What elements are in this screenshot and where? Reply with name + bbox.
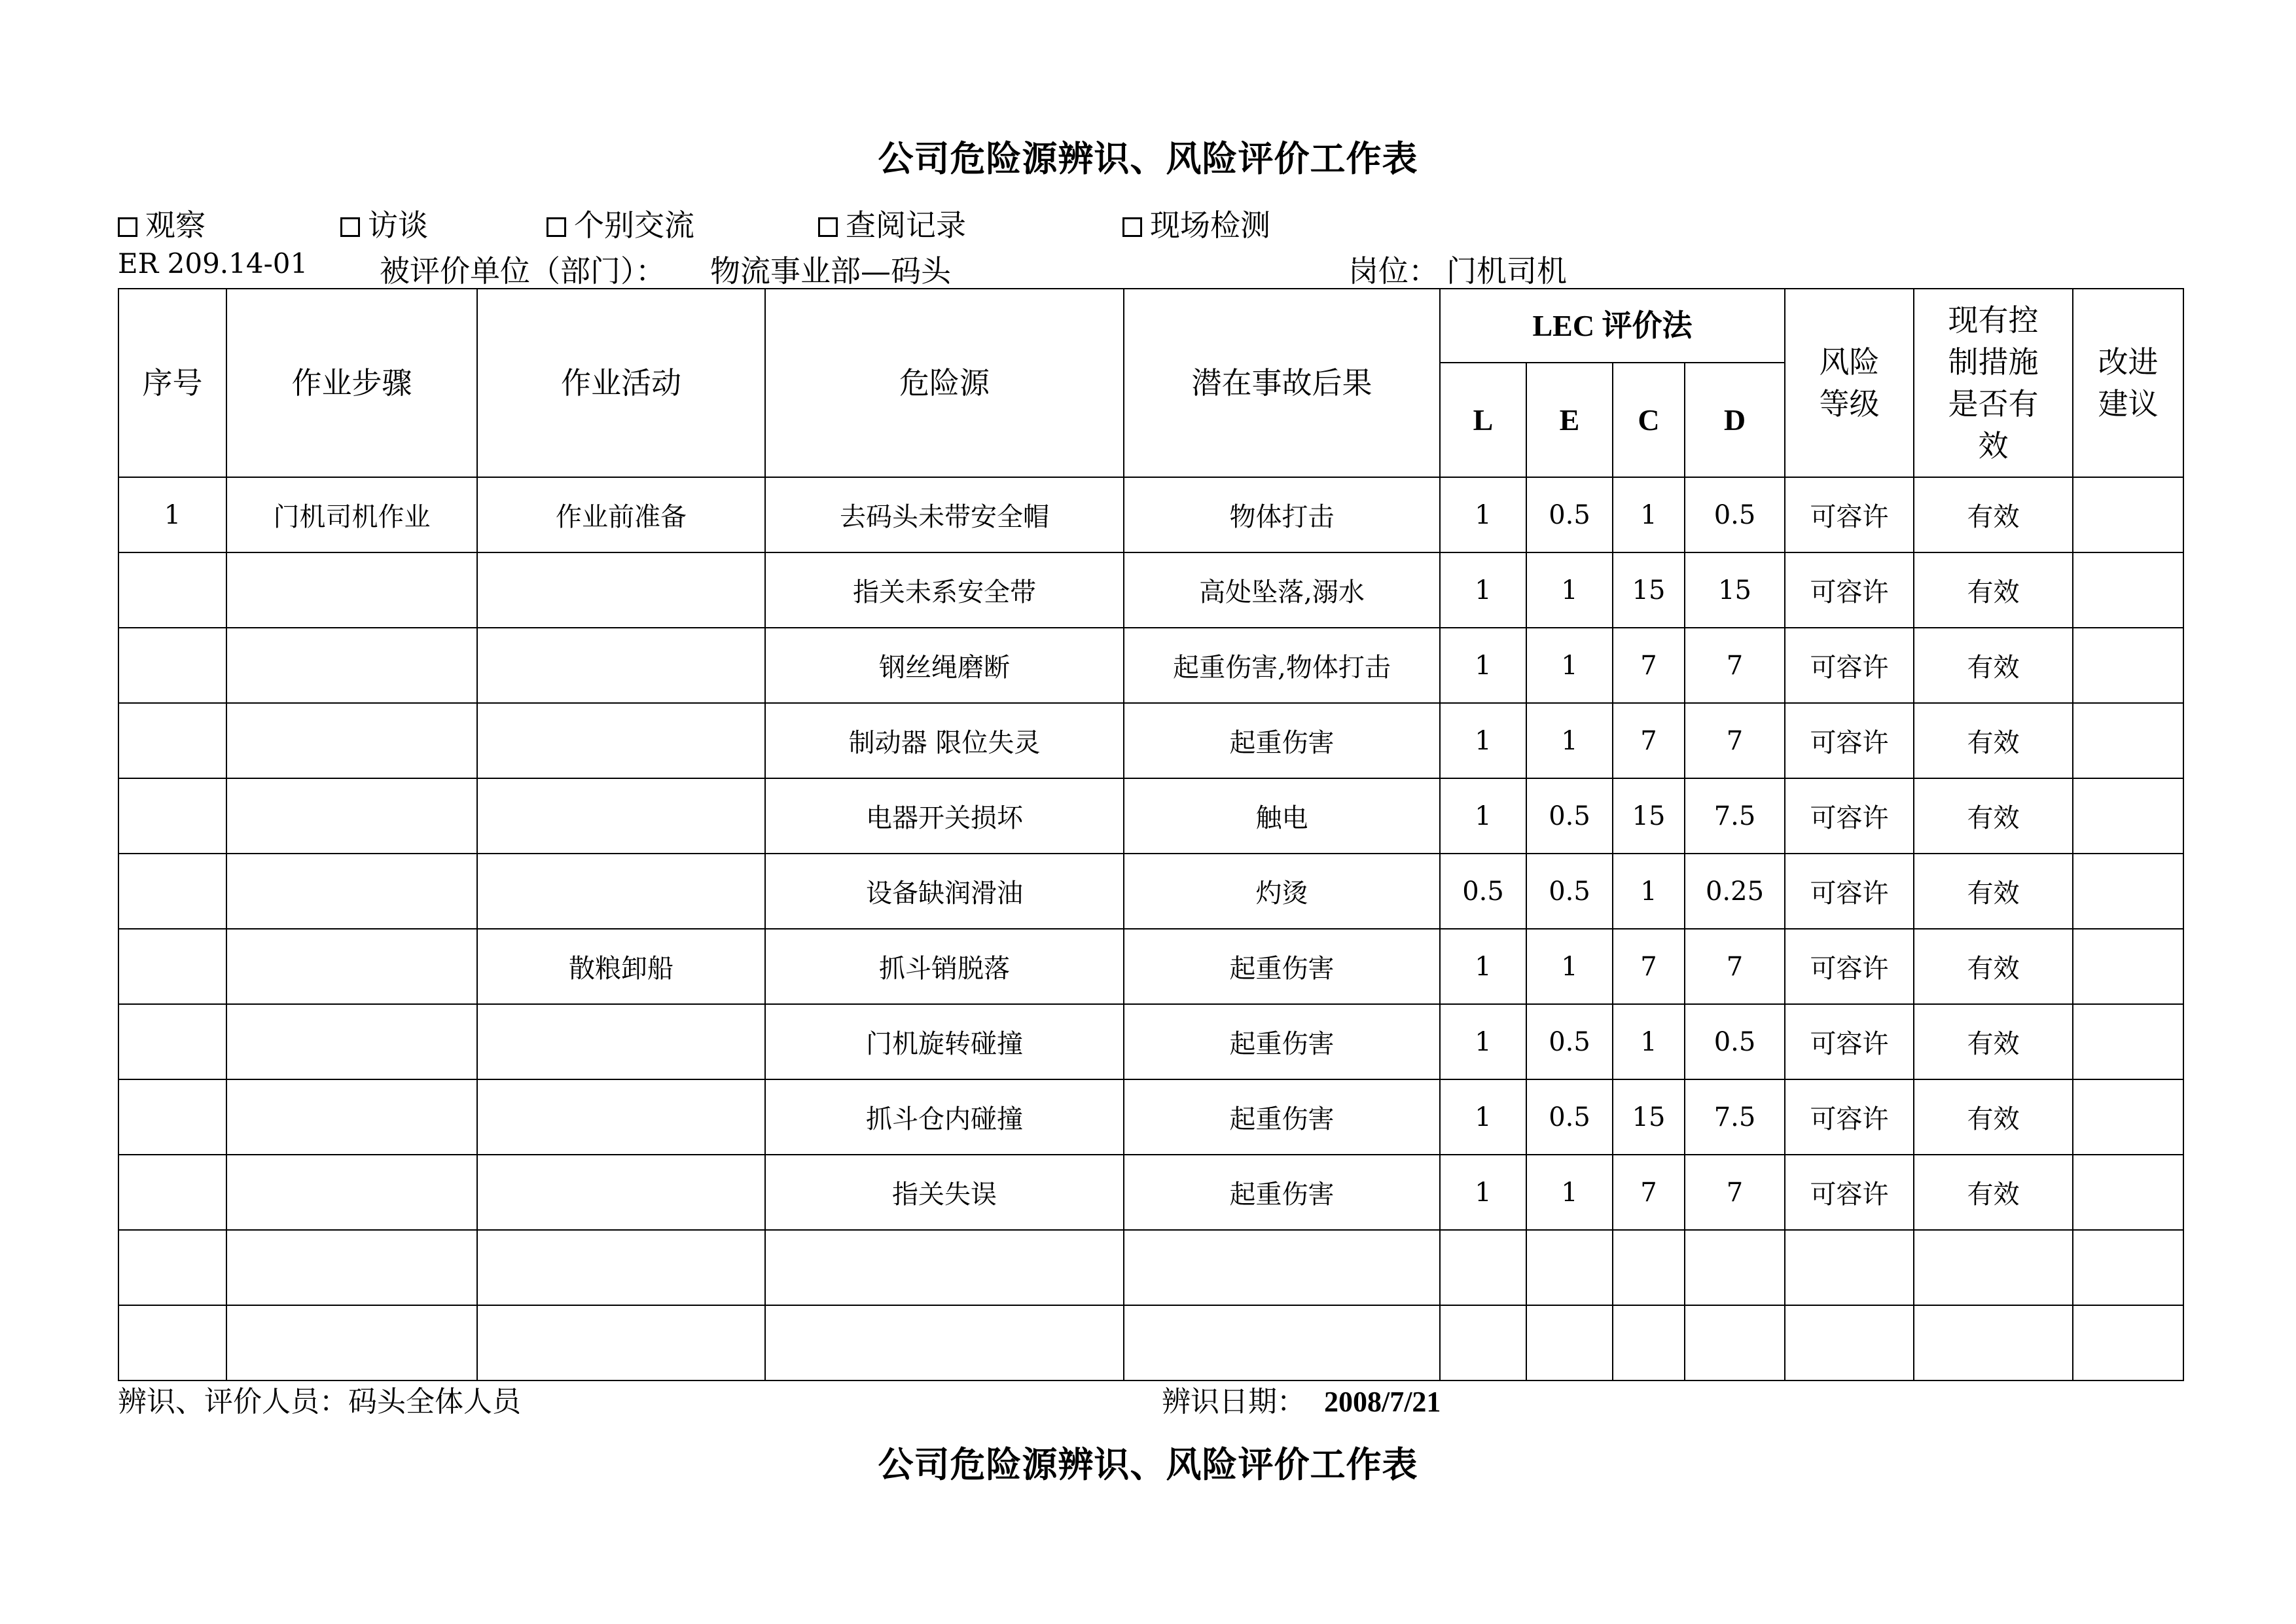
table-row [118, 1305, 2183, 1380]
cell-step [226, 703, 477, 778]
cell-seq [118, 929, 226, 1004]
cell-consequence: 起重伤害 [1124, 929, 1440, 1004]
cell-l [1440, 1305, 1526, 1380]
cell-e: 1 [1526, 552, 1613, 628]
cell-d: 0.5 [1685, 1004, 1785, 1079]
cell-hazard: 设备缺润滑油 [765, 854, 1124, 929]
cell-seq [118, 778, 226, 854]
header-l: L [1440, 363, 1526, 477]
cell-suggestion [2073, 1155, 2183, 1230]
assessment-date [1162, 1378, 1441, 1420]
header-d: D [1685, 363, 1785, 477]
header-activity: 作业活动 [477, 289, 765, 477]
table-row [118, 1155, 2183, 1230]
cell-consequence: 物体打击 [1124, 477, 1440, 552]
cell-hazard: 电器开关损坏 [765, 778, 1124, 854]
header-lec: LEC 评价法 [1440, 289, 1785, 363]
cell-risk: 可容许 [1785, 778, 1914, 854]
cell-effective: 有效 [1914, 778, 2073, 854]
cell-step: 门机司机作业 [226, 477, 477, 552]
cell-l: 1 [1440, 929, 1526, 1004]
cell-suggestion [2073, 854, 2183, 929]
cell-c [1613, 1230, 1685, 1305]
cell-consequence: 起重伤害 [1124, 703, 1440, 778]
cell-risk: 可容许 [1785, 552, 1914, 628]
cell-suggestion [2073, 1230, 2183, 1305]
cell-effective: 有效 [1914, 552, 2073, 628]
cell-step [226, 778, 477, 854]
cell-c: 7 [1613, 628, 1685, 703]
header-risk-level: 风险等级 [1785, 289, 1914, 477]
method-label: 访谈 [368, 208, 428, 243]
cell-c: 7 [1613, 703, 1685, 778]
post-label: 岗位： [1348, 253, 1439, 289]
cell-suggestion [2073, 628, 2183, 703]
cell-seq [118, 1305, 226, 1380]
cell-e [1526, 1230, 1613, 1305]
cell-suggestion [2073, 477, 2183, 552]
table-row [118, 552, 2183, 628]
cell-c: 1 [1613, 854, 1685, 929]
cell-suggestion [2073, 552, 2183, 628]
assessor [118, 1378, 521, 1420]
header-consequence: 潜在事故后果 [1124, 289, 1440, 477]
cell-risk: 可容许 [1785, 1004, 1914, 1079]
cell-seq [118, 703, 226, 778]
table-row [118, 778, 2183, 854]
cell-l: 1 [1440, 703, 1526, 778]
cell-consequence [1124, 1230, 1440, 1305]
cell-c: 15 [1613, 778, 1685, 854]
cell-suggestion [2073, 1004, 2183, 1079]
cell-risk: 可容许 [1785, 854, 1914, 929]
assessor-label: 辨识、评价人员： [118, 1385, 348, 1418]
cell-l: 1 [1440, 628, 1526, 703]
cell-d: 7 [1685, 929, 1785, 1004]
checkbox-icon[interactable] [118, 217, 137, 237]
cell-step [226, 552, 477, 628]
cell-seq [118, 1004, 226, 1079]
cell-suggestion [2073, 1305, 2183, 1380]
cell-d [1685, 1305, 1785, 1380]
cell-l: 1 [1440, 1004, 1526, 1079]
table-row [118, 477, 2183, 552]
table-row [118, 1004, 2183, 1079]
cell-effective: 有效 [1914, 477, 2073, 552]
cell-step [226, 1305, 477, 1380]
cell-effective: 有效 [1914, 628, 2073, 703]
cell-c: 15 [1613, 1079, 1685, 1155]
cell-e: 0.5 [1526, 1079, 1613, 1155]
method-option-individual-talk[interactable] [547, 202, 694, 245]
cell-e: 0.5 [1526, 1004, 1613, 1079]
cell-c: 1 [1613, 1004, 1685, 1079]
cell-step [226, 1155, 477, 1230]
cell-l: 1 [1440, 778, 1526, 854]
cell-effective [1914, 1230, 2073, 1305]
method-label: 观察 [145, 208, 206, 243]
cell-effective: 有效 [1914, 1079, 2073, 1155]
method-option-onsite-check[interactable] [1122, 202, 1270, 245]
table-row [118, 628, 2183, 703]
table-row [118, 1230, 2183, 1305]
cell-seq [118, 628, 226, 703]
cell-c: 7 [1613, 929, 1685, 1004]
cell-d: 7.5 [1685, 1079, 1785, 1155]
cell-effective: 有效 [1914, 703, 2073, 778]
cell-hazard: 抓斗销脱落 [765, 929, 1124, 1004]
cell-c: 1 [1613, 477, 1685, 552]
assessor-value: 码头全体人员 [348, 1385, 521, 1418]
cell-hazard [765, 1305, 1124, 1380]
method-option-records[interactable] [818, 202, 966, 245]
cell-effective: 有效 [1914, 854, 2073, 929]
method-label: 个别交流 [574, 208, 694, 243]
cell-activity [477, 1155, 765, 1230]
cell-effective: 有效 [1914, 929, 2073, 1004]
cell-step [226, 929, 477, 1004]
method-option-interview[interactable] [340, 202, 428, 245]
cell-e: 1 [1526, 628, 1613, 703]
cell-suggestion [2073, 929, 2183, 1004]
cell-d [1685, 1230, 1785, 1305]
cell-d: 7 [1685, 628, 1785, 703]
checkbox-icon[interactable] [340, 217, 360, 237]
cell-step [226, 854, 477, 929]
table-body [118, 477, 2183, 1380]
cell-step [226, 1230, 477, 1305]
cell-consequence: 起重伤害 [1124, 1079, 1440, 1155]
cell-consequence [1124, 1305, 1440, 1380]
cell-suggestion [2073, 1079, 2183, 1155]
cell-risk: 可容许 [1785, 1079, 1914, 1155]
cell-l: 1 [1440, 477, 1526, 552]
cell-risk: 可容许 [1785, 628, 1914, 703]
form-code: ER 209.14-01 [118, 247, 308, 280]
table-row [118, 703, 2183, 778]
cell-hazard [765, 1230, 1124, 1305]
cell-c [1613, 1305, 1685, 1380]
checkbox-icon[interactable] [818, 217, 838, 237]
cell-risk: 可容许 [1785, 929, 1914, 1004]
method-label: 现场检测 [1150, 208, 1270, 243]
cell-hazard: 去码头未带安全帽 [765, 477, 1124, 552]
header-control-effective: 现有控制措施是否有效 [1914, 289, 2073, 477]
cell-d: 0.25 [1685, 854, 1785, 929]
cell-hazard: 门机旋转碰撞 [765, 1004, 1124, 1079]
cell-suggestion [2073, 703, 2183, 778]
cell-consequence: 起重伤害 [1124, 1155, 1440, 1230]
cell-hazard: 抓斗仓内碰撞 [765, 1079, 1124, 1155]
cell-seq [118, 854, 226, 929]
cell-l: 1 [1440, 1155, 1526, 1230]
cell-e: 1 [1526, 1155, 1613, 1230]
cell-seq [118, 1155, 226, 1230]
info-line [118, 247, 2179, 287]
cell-consequence: 灼烫 [1124, 854, 1440, 929]
cell-activity [477, 854, 765, 929]
cell-e: 1 [1526, 703, 1613, 778]
date-value: 2008/7/21 [1323, 1386, 1441, 1418]
cell-l: 0.5 [1440, 854, 1526, 929]
cell-c: 15 [1613, 552, 1685, 628]
cell-suggestion [2073, 778, 2183, 854]
page-title: 公司危险源辨识、风险评价工作表 [878, 137, 1418, 179]
cell-activity [477, 628, 765, 703]
header-e: E [1526, 363, 1613, 477]
header-hazard: 危险源 [765, 289, 1124, 477]
unit-label: 被评价单位（部门）： [380, 253, 666, 289]
table-row [118, 854, 2183, 929]
table-row [118, 1079, 2183, 1155]
cell-seq [118, 552, 226, 628]
cell-seq [118, 1079, 226, 1155]
risk-assessment-table [118, 288, 2184, 1381]
cell-risk: 可容许 [1785, 477, 1914, 552]
cell-consequence: 触电 [1124, 778, 1440, 854]
cell-d: 7 [1685, 1155, 1785, 1230]
cell-c: 7 [1613, 1155, 1685, 1230]
cell-d: 7 [1685, 703, 1785, 778]
cell-hazard: 指关失误 [765, 1155, 1124, 1230]
checkbox-icon[interactable] [547, 217, 566, 237]
cell-l: 1 [1440, 1079, 1526, 1155]
cell-d: 0.5 [1685, 477, 1785, 552]
cell-activity [477, 703, 765, 778]
cell-activity [477, 552, 765, 628]
cell-e: 0.5 [1526, 477, 1613, 552]
cell-e: 0.5 [1526, 778, 1613, 854]
cell-step [226, 1004, 477, 1079]
cell-step [226, 628, 477, 703]
cell-step [226, 1079, 477, 1155]
page-title-repeat: 公司危险源辨识、风险评价工作表 [878, 1443, 1418, 1485]
cell-effective: 有效 [1914, 1004, 2073, 1079]
method-option-observe[interactable] [118, 202, 206, 245]
post-value: 门机司机 [1446, 253, 1567, 289]
cell-effective: 有效 [1914, 1155, 2073, 1230]
cell-seq [118, 1230, 226, 1305]
cell-risk [1785, 1230, 1914, 1305]
cell-hazard: 钢丝绳磨断 [765, 628, 1124, 703]
cell-hazard: 指关未系安全带 [765, 552, 1124, 628]
cell-consequence: 高处坠落,溺水 [1124, 552, 1440, 628]
cell-consequence: 起重伤害,物体打击 [1124, 628, 1440, 703]
cell-e [1526, 1305, 1613, 1380]
cell-risk: 可容许 [1785, 703, 1914, 778]
header-suggestion: 改进建议 [2073, 289, 2183, 477]
cell-seq: 1 [118, 477, 226, 552]
cell-e: 1 [1526, 929, 1613, 1004]
header-c: C [1613, 363, 1685, 477]
cell-activity [477, 1004, 765, 1079]
cell-risk: 可容许 [1785, 1155, 1914, 1230]
cell-d: 15 [1685, 552, 1785, 628]
cell-activity [477, 1079, 765, 1155]
cell-l [1440, 1230, 1526, 1305]
cell-hazard: 制动器 限位失灵 [765, 703, 1124, 778]
unit-value: 物流事业部—码头 [710, 253, 951, 289]
cell-activity [477, 1305, 765, 1380]
method-label: 查阅记录 [846, 208, 966, 243]
cell-l: 1 [1440, 552, 1526, 628]
cell-activity: 作业前准备 [477, 477, 765, 552]
cell-risk [1785, 1305, 1914, 1380]
date-label: 辨识日期： [1162, 1385, 1306, 1418]
header-step: 作业步骤 [226, 289, 477, 477]
checkbox-icon[interactable] [1122, 217, 1142, 237]
cell-e: 0.5 [1526, 854, 1613, 929]
cell-activity [477, 1230, 765, 1305]
table-row [118, 929, 2183, 1004]
cell-effective [1914, 1305, 2073, 1380]
cell-consequence: 起重伤害 [1124, 1004, 1440, 1079]
cell-d: 7.5 [1685, 778, 1785, 854]
cell-activity: 散粮卸船 [477, 929, 765, 1004]
cell-activity [477, 778, 765, 854]
header-seq: 序号 [118, 289, 226, 477]
